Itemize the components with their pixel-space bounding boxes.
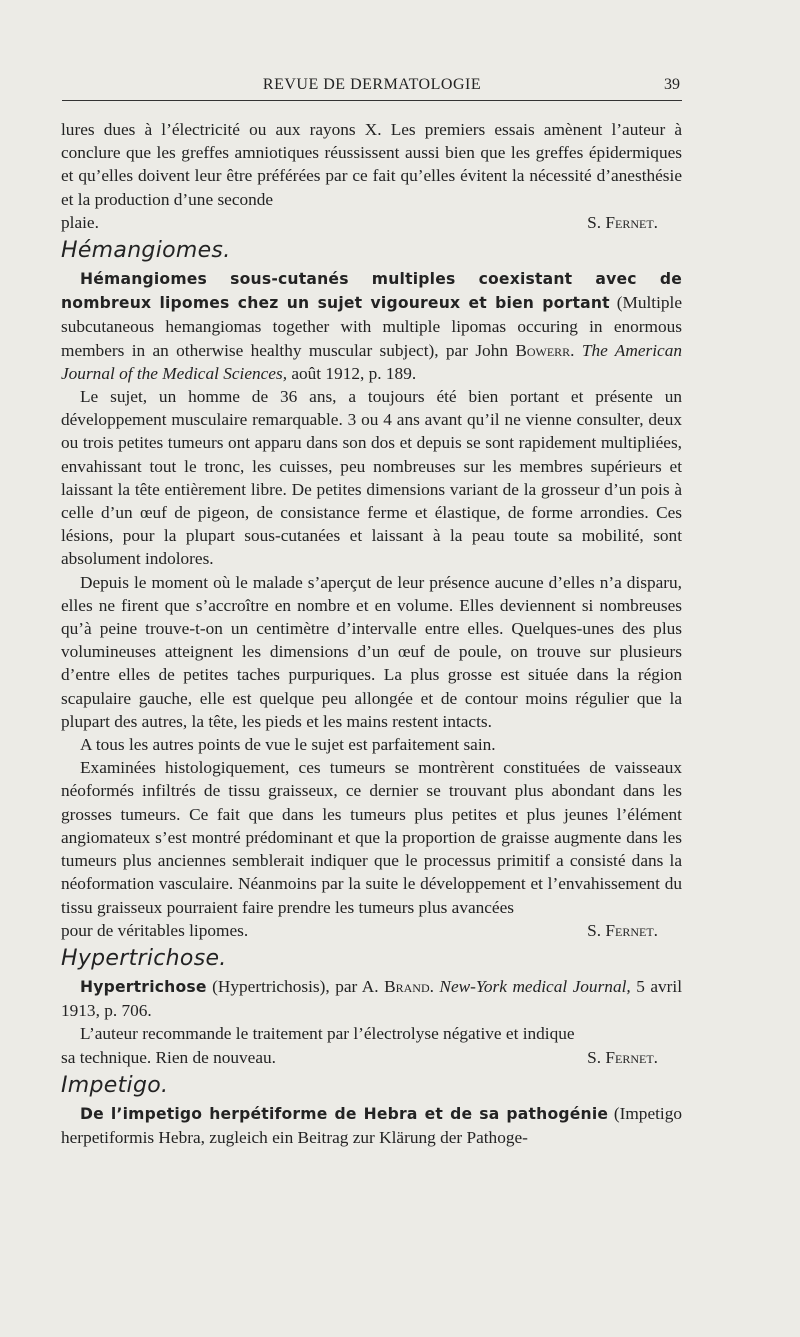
signature bbox=[587, 1046, 682, 1069]
citation-text: (Multiple subcutaneous hemangiomas together with multiple lipomas occuring in enormous members in an otherwise healthy muscular subject), par John bbox=[61, 293, 682, 360]
signature-name: Fernet. bbox=[605, 920, 658, 940]
signature-initial: S. bbox=[587, 920, 606, 940]
journal-name: The American Journal of the Medical Sciences, bbox=[61, 340, 682, 383]
article-citation bbox=[61, 1102, 682, 1149]
article-title: Hémangiomes sous-cutanés multiples coexistant avec de nombreux lipomes chez un sujet vigoureux et bien portant bbox=[61, 270, 682, 313]
signature-name: Fernet. bbox=[605, 212, 658, 232]
signature bbox=[587, 919, 682, 942]
page-number: 39 bbox=[664, 76, 680, 93]
signature-name: Fernet. bbox=[605, 1047, 658, 1067]
body-paragraph: Depuis le moment où le malade s’aperçut de leur présence aucune d’elles n’a disparu, elles ne firent que s’accroître en nombre et en volume. Elles deviennent si nombreuses qu’à peine trouve-t-on un centimètre d’intervalle entre elles. Quelques-unes des plus volumineuses atteignent les dimensions d’un œuf de poule, on trouve sur plusieurs d’entre elles de petites taches purpuriques. La plus grosse est située dans la région scapulaire gauche, elle est quelque peu allongée et de contour moins régulier que la plupart des autres, la tête, les pieds et les mains restent intacts. bbox=[61, 572, 682, 731]
running-title: REVUE DE DERMATOLOGIE bbox=[262, 76, 482, 93]
section-heading-impetigo: Impetigo. bbox=[61, 1072, 169, 1098]
article-citation bbox=[61, 975, 682, 1022]
running-header bbox=[62, 74, 682, 101]
article-citation bbox=[61, 267, 682, 385]
paragraph-last-line: pour de véritables lipomes. bbox=[61, 920, 249, 940]
body-paragraph: A tous les autres points de vue le sujet est parfaitement sain. bbox=[80, 735, 496, 755]
signature-line bbox=[61, 1046, 682, 1069]
body-paragraph: Le sujet, un homme de 36 ans, a toujours été bien portant et présente un développement musculaire remarquable. 3 ou 4 ans avant qu’il ne vienne consulter, deux ou trois petites tumeurs ont apparu dans son dos et depuis se sont rapidement multipliées, envahissant tout le tronc, les cuisses, peu nombreuses sur les membres supérieurs et laissant la tête entièrement libre. De petites dimensions variant de la grosseur d’un pois à celle d’un œuf de pigeon, de consistance ferme et élastique, de forme arrondies. Ces lésions, pour la plupart sous-cutanées et laissant à la peau toute sa mobilité, sont absolument indolores. bbox=[61, 387, 682, 569]
article-title: Hypertrichose bbox=[80, 977, 207, 996]
page-content bbox=[61, 118, 682, 1149]
section-heading-hemangiomes: Hémangiomes. bbox=[61, 238, 231, 264]
signature-initial: S. bbox=[587, 1047, 606, 1067]
citation-end: 5 avril 1913, p. 706. bbox=[61, 976, 682, 1021]
author-name: Bowerr. bbox=[515, 340, 575, 360]
author-name: Brand. bbox=[384, 976, 434, 996]
signature-initial: S. bbox=[587, 212, 606, 232]
journal-name: New-York medical Journal, bbox=[433, 976, 631, 996]
signature-line bbox=[61, 919, 682, 942]
section-heading-hypertrichose: Hypertrichose. bbox=[61, 945, 227, 971]
body-paragraph: L’auteur recommande le traitement par l’électrolyse négative et indique bbox=[80, 1024, 575, 1044]
signature bbox=[587, 211, 682, 234]
continuation-signature-line bbox=[61, 211, 682, 234]
citation-text: (Hypertrichosis), par A. bbox=[206, 976, 385, 996]
citation-text: (Impetigo herpetiformis Hebra, zugleich ein Beitrag zur Klärung der Pathoge- bbox=[61, 1103, 682, 1147]
citation-end: août 1912, p. 189. bbox=[287, 363, 417, 383]
continuation-last-line: plaie. bbox=[61, 212, 99, 232]
paragraph-last-line: sa technique. Rien de nouveau. bbox=[61, 1047, 276, 1067]
body-paragraph: Examinées histologiquement, ces tumeurs se montrèrent constituées de vaisseaux néoformés infiltrés de tissu graisseux, ce dernier se trouvant plus abondant dans les grosses tumeurs. Ce fait que dans les tumeurs plus petites et plus jeunes l’élément angiomateux s’est montré prédominant et que la proportion de graisse augmente dans les tumeurs plus anciennes semblerait indiquer que le processus primitif a consisté dans la néoformation vasculaire. Néanmoins par la suite le développement et l’envahissement du tissu graisseux pourraient faire prendre les tumeurs plus avancées bbox=[61, 758, 682, 917]
continuation-paragraph: lures dues à l’électricité ou aux rayons X. Les premiers essais amènent l’auteur à conclure que les greffes amniotiques réussissent aussi bien que les greffes épidermiques et qu’elles doivent leur être préférées par ce fait qu’elles évitent la nécessité d’anesthésie et la production d’une seconde bbox=[61, 120, 682, 209]
article-title: De l’impetigo herpétiforme de Hebra et de sa pathogénie bbox=[80, 1104, 609, 1123]
